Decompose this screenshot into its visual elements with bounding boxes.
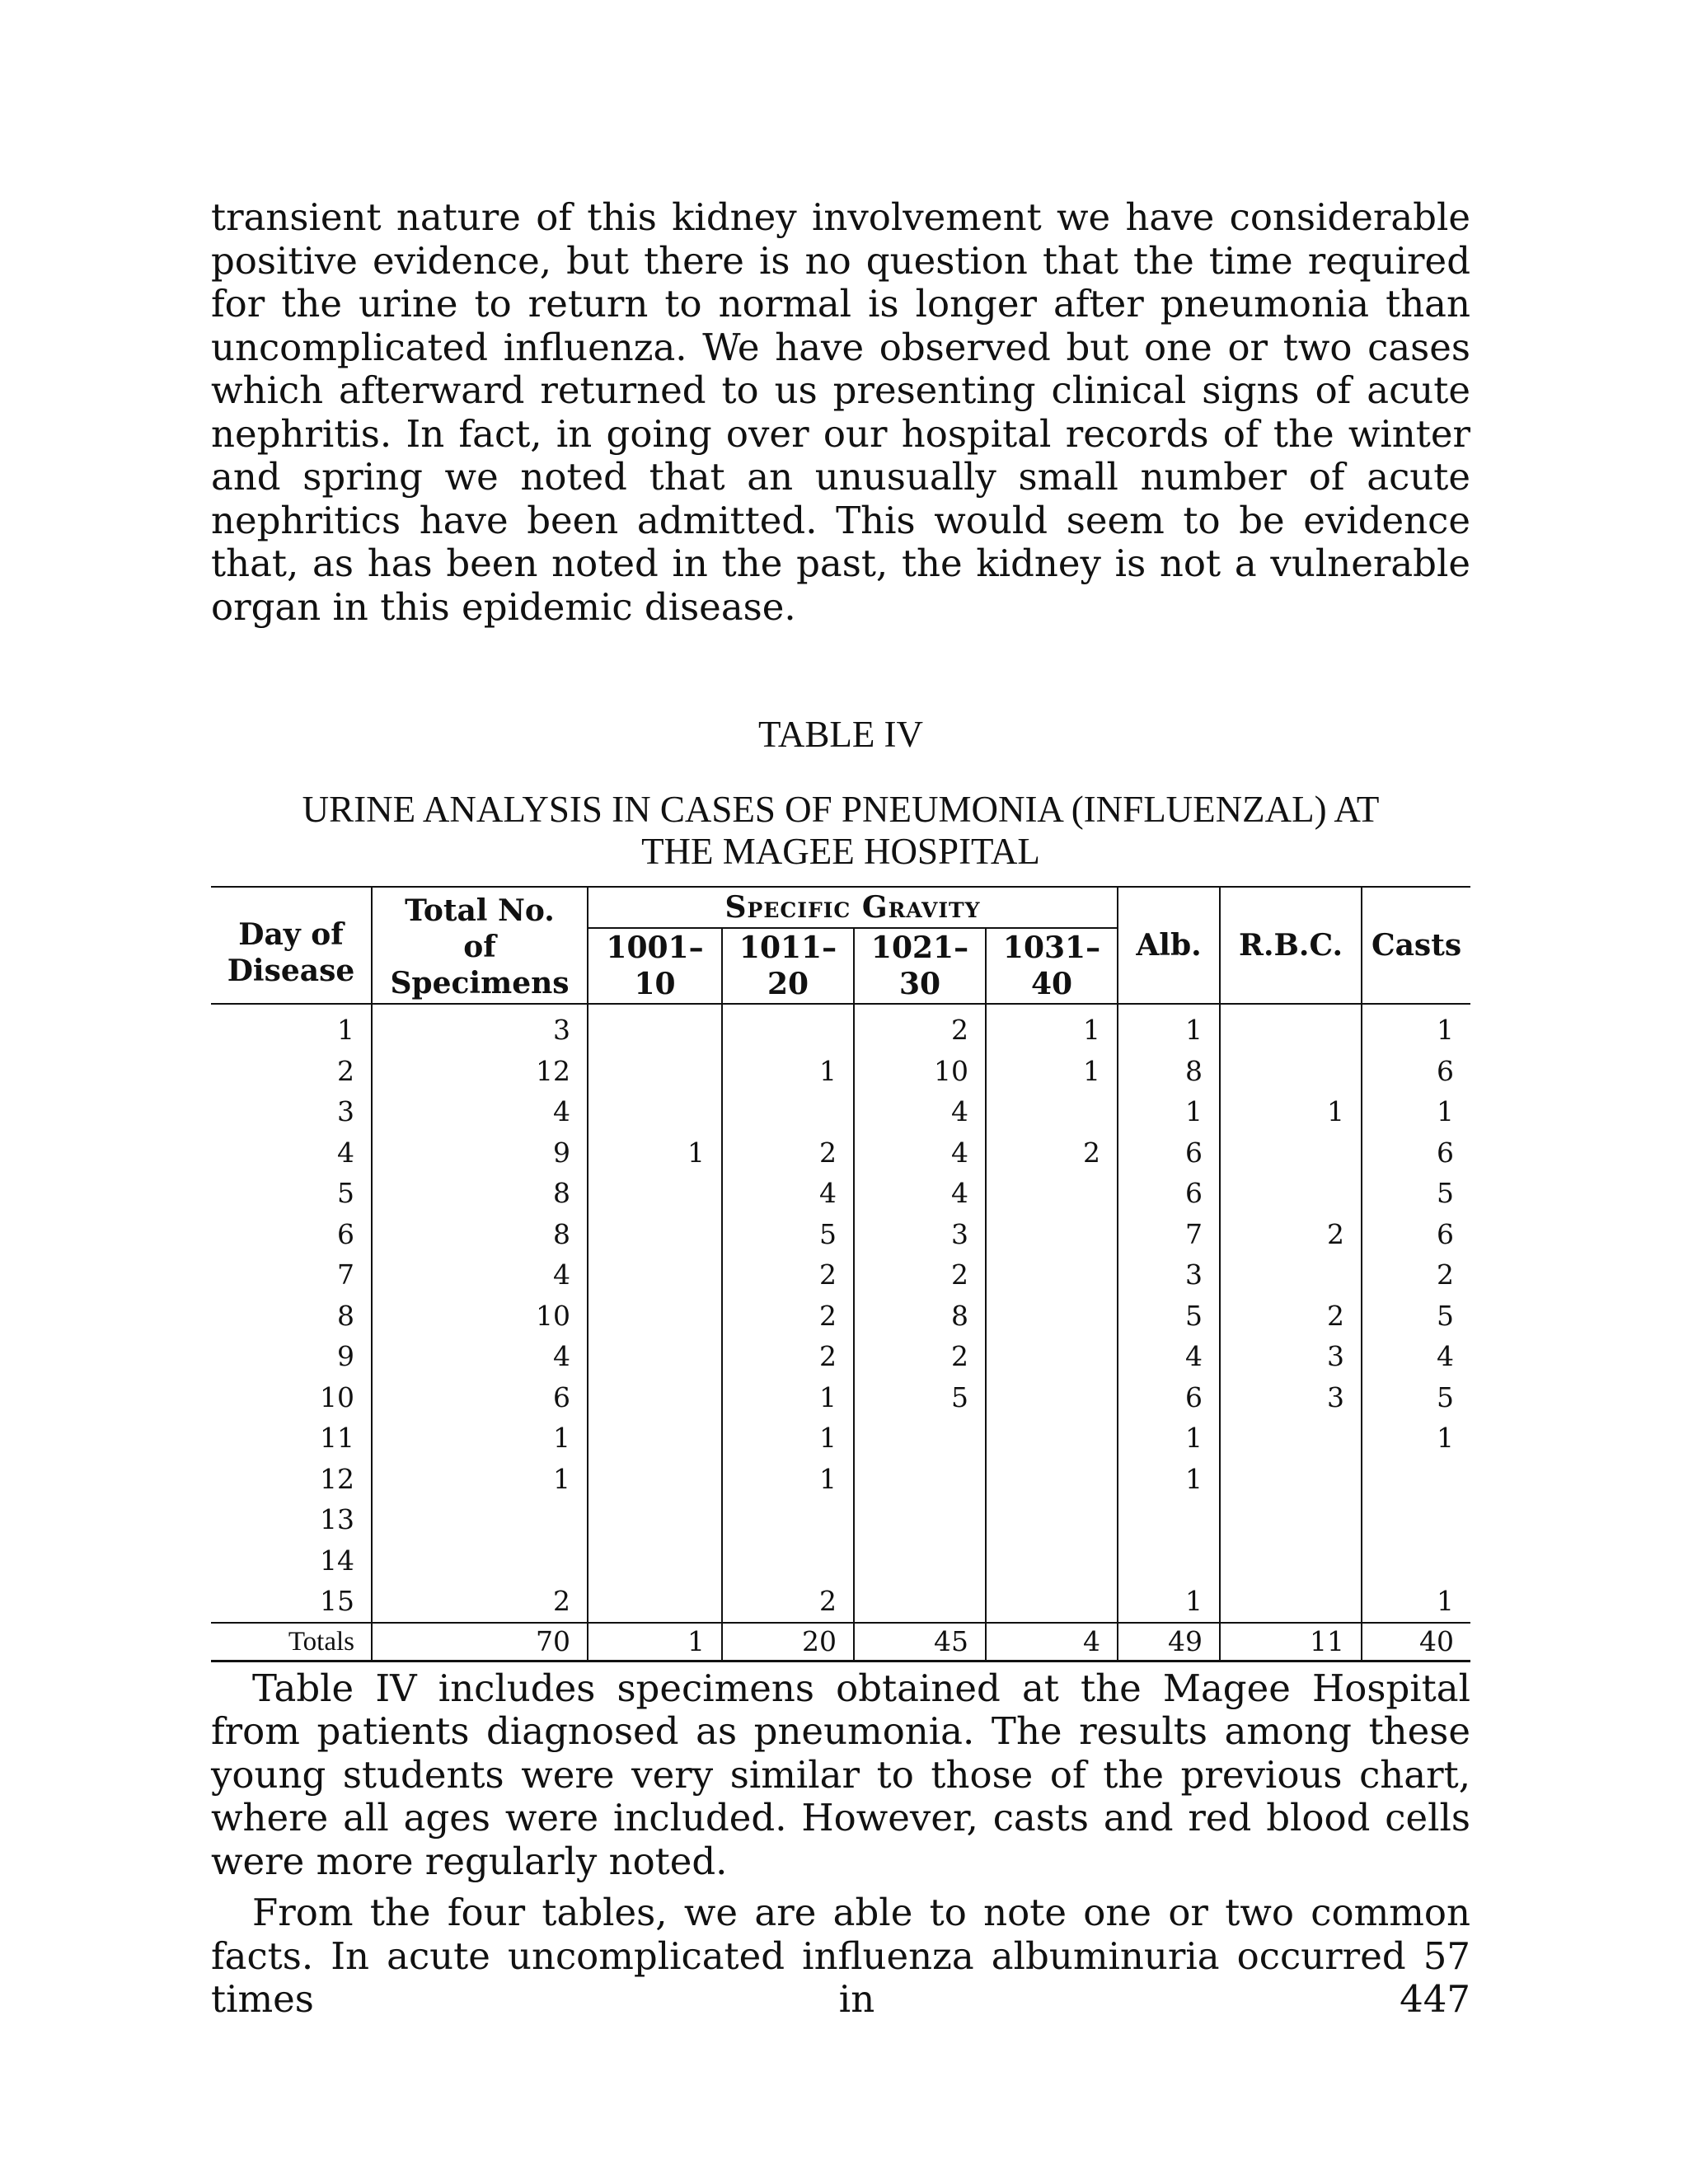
cell-casts: [1362, 1540, 1470, 1582]
table-row: [211, 1132, 1470, 1174]
totals-row: [211, 1623, 1470, 1661]
cell-day: 12: [320, 1462, 354, 1495]
cell-rbc: [1220, 1418, 1362, 1459]
cell-casts: 6: [1362, 1132, 1470, 1174]
cell-sg4: [986, 1173, 1118, 1214]
cell-alb: 1: [1118, 1091, 1220, 1132]
col-header-day: Day of Disease: [211, 887, 372, 1004]
cell-sg3: 10: [854, 1051, 986, 1092]
cell-sg1: [588, 1214, 722, 1255]
cell-sg3: 2: [854, 1254, 986, 1296]
totals-sg3: 45: [854, 1623, 986, 1661]
cell-sg2: 1: [722, 1459, 854, 1500]
cell-rbc: 2: [1220, 1296, 1362, 1337]
cell-casts: 1: [1362, 1091, 1470, 1132]
table-row: [211, 1336, 1470, 1377]
table-row: [211, 1581, 1470, 1623]
col-header-sg-1031-40: 1031– 40: [986, 928, 1118, 1004]
cell-sg2: 4: [722, 1173, 854, 1214]
cell-sg4: [986, 1254, 1118, 1296]
cell-sg2: 2: [722, 1336, 854, 1377]
cell-day: 6: [337, 1217, 354, 1250]
cell-rbc: [1220, 1051, 1362, 1092]
cell-sg3: 2: [854, 1336, 986, 1377]
cell-alb: 4: [1118, 1336, 1220, 1377]
cell-sg1: [588, 1296, 722, 1337]
cell-sg3: [854, 1540, 986, 1582]
table-body: [211, 1004, 1470, 1623]
cell-total: 1: [372, 1459, 588, 1500]
cell-sg3: [854, 1499, 986, 1540]
table-row: [211, 1377, 1470, 1418]
totals-sg4: 4: [986, 1623, 1118, 1661]
cell-sg4: 1: [986, 1051, 1118, 1092]
table-row: [211, 1214, 1470, 1255]
cell-casts: 5: [1362, 1377, 1470, 1418]
cell-sg2: 5: [722, 1214, 854, 1255]
cell-sg1: [588, 1581, 722, 1623]
cell-day: 10: [320, 1380, 354, 1413]
table-row: [211, 1296, 1470, 1337]
cell-casts: 5: [1362, 1173, 1470, 1214]
cell-sg4: [986, 1499, 1118, 1540]
cell-sg3: 4: [854, 1091, 986, 1132]
table-row: [211, 1459, 1470, 1500]
cell-day: 3: [337, 1095, 354, 1127]
cell-alb: 6: [1118, 1173, 1220, 1214]
col-header-alb: Alb.: [1118, 887, 1220, 1004]
cell-sg4: [986, 1581, 1118, 1623]
totals-total: 70: [372, 1623, 588, 1661]
cell-total: 8: [372, 1173, 588, 1214]
cell-total: 1: [372, 1418, 588, 1459]
cell-casts: [1362, 1499, 1470, 1540]
cell-sg3: 4: [854, 1132, 986, 1174]
cell-alb: 1: [1118, 1459, 1220, 1500]
cell-alb: [1118, 1499, 1220, 1540]
cell-sg3: [854, 1459, 986, 1500]
table-row: [211, 1004, 1470, 1051]
cell-sg1: [588, 1254, 722, 1296]
cell-sg1: [588, 1499, 722, 1540]
cell-sg3: [854, 1418, 986, 1459]
cell-sg1: [588, 1091, 722, 1132]
cell-total: 6: [372, 1377, 588, 1418]
cell-casts: 6: [1362, 1051, 1470, 1092]
cell-sg2: 2: [722, 1254, 854, 1296]
table-row: [211, 1051, 1470, 1092]
cell-casts: 4: [1362, 1336, 1470, 1377]
cell-sg3: [854, 1581, 986, 1623]
col-header-sg-1011-20: 1011– 20: [722, 928, 854, 1004]
cell-day: 11: [320, 1422, 354, 1454]
totals-sg1: 1: [588, 1623, 722, 1661]
cell-rbc: [1220, 1499, 1362, 1540]
totals-casts: 40: [1362, 1623, 1470, 1661]
cell-day: 1: [337, 1014, 354, 1046]
cell-alb: 8: [1118, 1051, 1220, 1092]
cell-day: 13: [320, 1503, 354, 1535]
cell-sg2: 1: [722, 1377, 854, 1418]
cell-sg3: 4: [854, 1173, 986, 1214]
cell-rbc: [1220, 1254, 1362, 1296]
cell-total: 9: [372, 1132, 588, 1174]
cell-rbc: 3: [1220, 1336, 1362, 1377]
cell-total: [372, 1540, 588, 1582]
cell-sg1: [588, 1540, 722, 1582]
cell-day: 2: [337, 1054, 354, 1087]
cell-total: 3: [372, 1004, 588, 1051]
table-caption: [211, 789, 1470, 873]
cell-casts: 6: [1362, 1214, 1470, 1255]
cell-rbc: [1220, 1132, 1362, 1174]
col-header-sg-1001-10: 1001– 10: [588, 928, 722, 1004]
cell-sg3: 5: [854, 1377, 986, 1418]
cell-sg1: 1: [588, 1132, 722, 1174]
cell-sg4: [986, 1418, 1118, 1459]
cell-rbc: 3: [1220, 1377, 1362, 1418]
cell-alb: 7: [1118, 1214, 1220, 1255]
totals-sg2: 20: [722, 1623, 854, 1661]
table-row: [211, 1254, 1470, 1296]
cell-alb: 5: [1118, 1296, 1220, 1337]
cell-total: 8: [372, 1214, 588, 1255]
cell-alb: 1: [1118, 1004, 1220, 1051]
cell-casts: 1: [1362, 1581, 1470, 1623]
cell-alb: 6: [1118, 1377, 1220, 1418]
col-header-specific-gravity: Specific Gravity: [588, 887, 1118, 928]
table-row: [211, 1499, 1470, 1540]
cell-sg2: [722, 1499, 854, 1540]
totals-label: Totals: [211, 1623, 372, 1661]
cell-rbc: [1220, 1004, 1362, 1051]
cell-day: 4: [337, 1136, 354, 1169]
cell-total: 10: [372, 1296, 588, 1337]
cell-sg2: 2: [722, 1132, 854, 1174]
cell-sg2: [722, 1091, 854, 1132]
cell-sg4: [986, 1091, 1118, 1132]
cell-sg2: 1: [722, 1418, 854, 1459]
col-header-casts: Casts: [1362, 887, 1470, 1004]
paragraph-after-table: Table IV includes specimens obtained at the Magee Hospital from patients diagnosed as pneumonia. The results among these young students were very similar to those of the previous chart, where all ages were included. However, casts and red blood cells were more regularly noted.: [211, 1666, 1470, 1883]
cell-sg1: [588, 1004, 722, 1051]
cell-alb: 6: [1118, 1132, 1220, 1174]
urine-analysis-table: [211, 886, 1470, 1662]
table-caption-line2: THE MAGEE HOSPITAL: [641, 831, 1040, 872]
cell-alb: 3: [1118, 1254, 1220, 1296]
cell-sg4: [986, 1296, 1118, 1337]
table-caption-line1: URINE ANALYSIS IN CASES OF PNEUMONIA (INFLUENZAL) AT: [302, 789, 1380, 830]
cell-rbc: [1220, 1459, 1362, 1500]
cell-total: 12: [372, 1051, 588, 1092]
cell-sg2: 2: [722, 1581, 854, 1623]
cell-rbc: [1220, 1173, 1362, 1214]
cell-day: 7: [337, 1258, 354, 1291]
cell-sg1: [588, 1051, 722, 1092]
col-header-sg-1021-30: 1021– 30: [854, 928, 986, 1004]
cell-sg4: [986, 1336, 1118, 1377]
cell-total: 4: [372, 1254, 588, 1296]
cell-day: 14: [320, 1544, 354, 1577]
cell-sg1: [588, 1459, 722, 1500]
table-row: [211, 1418, 1470, 1459]
totals-alb: 49: [1118, 1623, 1220, 1661]
cell-day: 5: [337, 1177, 354, 1209]
table-title: TABLE IV: [757, 714, 924, 755]
intro-paragraph: transient nature of this kidney involvement we have considerable positive evidence, but there is no question that the time required for the urine to return to normal is longer after pneumonia than uncomplicated influenza. We have observed but one or two cases which afterward returned to us presenting clinical signs of acute nephritis. In fact, in going over our hospital records of the winter and spring we noted that an unusually small number of acute nephritics have been admitted. This would seem to be evidence that, as has been noted in the past, the kidney is not a vulnerable organ in this epidemic disease.: [211, 195, 1470, 629]
cell-rbc: 2: [1220, 1214, 1362, 1255]
totals-rbc: 11: [1220, 1623, 1362, 1661]
cell-sg4: [986, 1214, 1118, 1255]
cell-sg2: [722, 1540, 854, 1582]
cell-alb: 1: [1118, 1418, 1220, 1459]
document-page: [211, 196, 1470, 2022]
cell-casts: 1: [1362, 1418, 1470, 1459]
cell-sg2: 1: [722, 1051, 854, 1092]
table-row: [211, 1091, 1470, 1132]
cell-sg3: 3: [854, 1214, 986, 1255]
cell-alb: [1118, 1540, 1220, 1582]
cell-casts: [1362, 1459, 1470, 1500]
cell-sg3: 8: [854, 1296, 986, 1337]
cell-sg4: [986, 1459, 1118, 1500]
cell-rbc: [1220, 1540, 1362, 1582]
cell-rbc: [1220, 1581, 1362, 1623]
cell-sg4: 1: [986, 1004, 1118, 1051]
cell-sg3: 2: [854, 1004, 986, 1051]
cell-total: 4: [372, 1091, 588, 1132]
cell-total: [372, 1499, 588, 1540]
cell-sg1: [588, 1377, 722, 1418]
col-header-rbc: R.B.C.: [1220, 887, 1362, 1004]
cell-sg1: [588, 1418, 722, 1459]
cell-total: 2: [372, 1581, 588, 1623]
cell-sg2: [722, 1004, 854, 1051]
cell-sg4: 2: [986, 1132, 1118, 1174]
cell-sg1: [588, 1336, 722, 1377]
table-row: [211, 1540, 1470, 1582]
cell-sg1: [588, 1173, 722, 1214]
cell-sg4: [986, 1377, 1118, 1418]
cell-sg4: [986, 1540, 1118, 1582]
cell-rbc: 1: [1220, 1091, 1362, 1132]
paragraph-final: From the four tables, we are able to note one or two common facts. In acute uncomplicated influenza albuminuria occurred 57 times in 447: [211, 1891, 1470, 2021]
cell-casts: 5: [1362, 1296, 1470, 1337]
cell-sg2: 2: [722, 1296, 854, 1337]
cell-casts: 1: [1362, 1004, 1470, 1051]
cell-day: 9: [337, 1340, 354, 1372]
col-header-total: Total No. of Specimens: [372, 887, 588, 1004]
cell-alb: 1: [1118, 1581, 1220, 1623]
cell-day: 8: [337, 1299, 354, 1332]
table-row: [211, 1173, 1470, 1214]
cell-total: 4: [372, 1336, 588, 1377]
cell-day: 15: [320, 1585, 354, 1617]
cell-casts: 2: [1362, 1254, 1470, 1296]
